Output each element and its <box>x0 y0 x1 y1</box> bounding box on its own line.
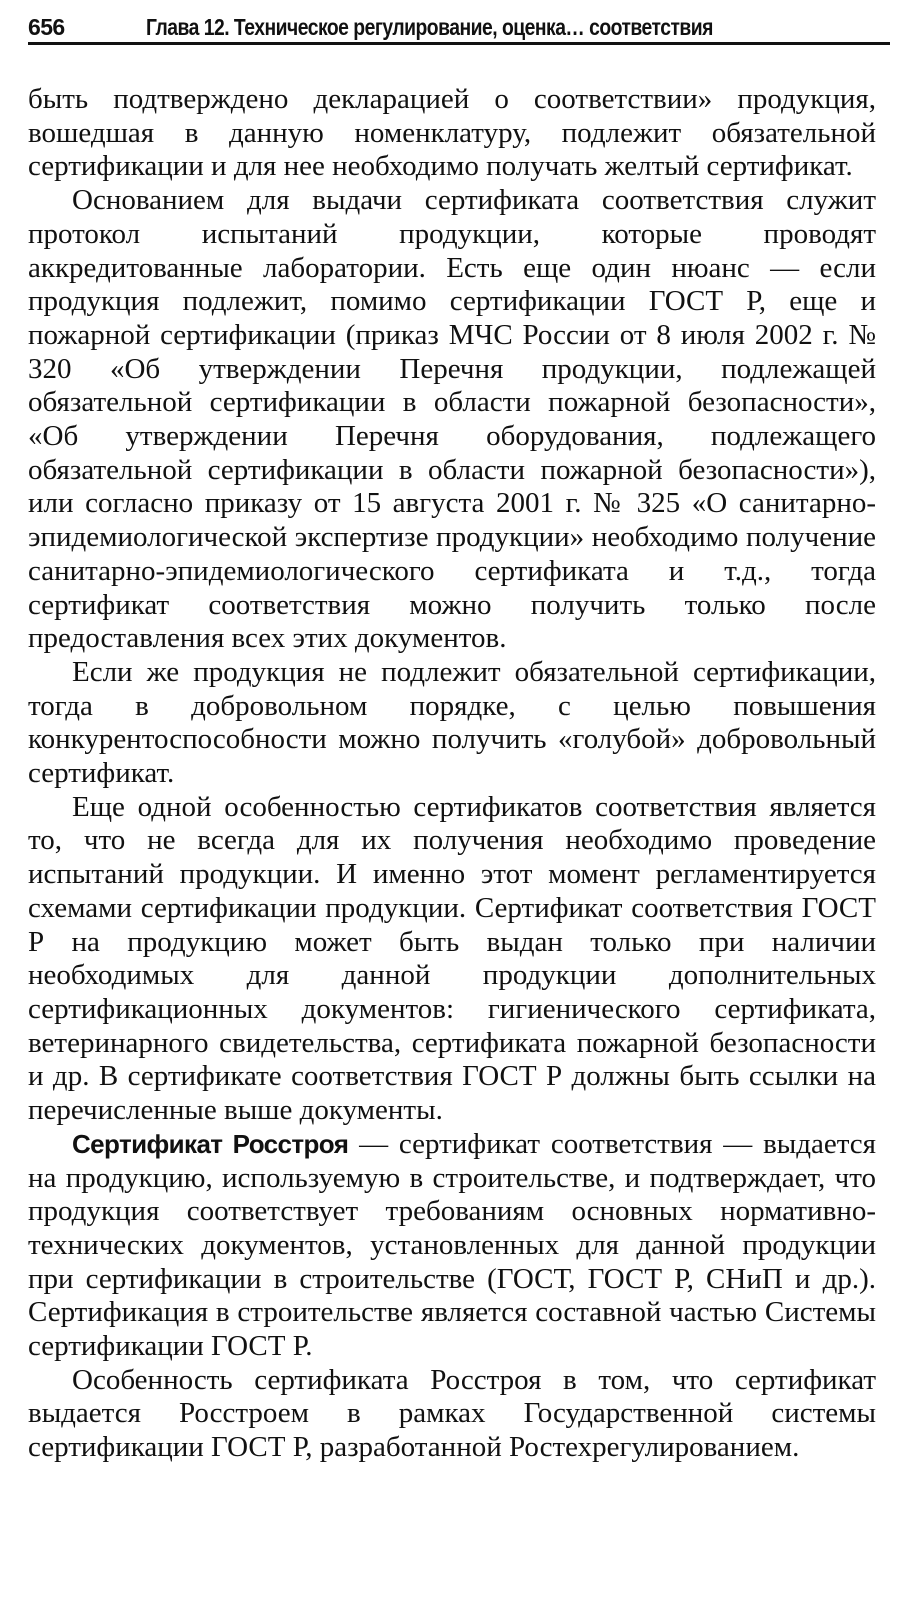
paragraph-continuation: быть подтверждено декларацией о соответствии» продукция, вошедшая в данную номенклатуру, подлежит обязательной сертификации и для нее необходимо получать желтый сертификат. <box>28 83 876 183</box>
term-definition: — сертификат соответствия — выдается на продукцию, используемую в строительстве, и подтверждает, что продукция соответствует требованиям основных нормативно-технических документов, установленных для данной продукции при сертификации в строительстве (ГОСТ, ГОСТ Р, СНиП и др.). Сертификация в строительстве является составной частью Системы сертификации ГОСТ Р. <box>28 1127 876 1363</box>
running-head <box>28 10 890 44</box>
page-number: 656 <box>28 14 65 40</box>
paragraph: Основанием для выдачи сертификата соответствия служит протокол испытаний продукции, которые проводят аккредитованные лаборатории. Есть еще один нюанс — если продукция подлежит, помимо сертификации ГОСТ Р, еще и пожарной сертификации (приказ МЧС России от 8 июля 2002 г. № 320 «Об утверждении Перечня продукции, подлежащей обязательной сертификации в области пожарной безопасности», «Об утверждении Перечня оборудования, подлежащего обязательной сертификации в области пожарной безопасности»), или согласно приказу от 15 августа 2001 г. № 325 «О санитарно-эпидемиологической экспертизе продукции» необходимо получение санитарно-эпидемиологического сертификата и т.д., тогда сертификат соответствия можно получить только после предоставления всех этих документов. <box>28 184 876 655</box>
body-text <box>28 83 876 1465</box>
paragraph: Еще одной особенностью сертификатов соответствия является то, что не всегда для их получения необходимо проведение испытаний продукции. И именно этот момент регламентируется схемами сертификации продукции. Сертификат соответствия ГОСТ Р на продукцию может быть выдан только при наличии необходимых для данной продукции дополнительных сертификационных документов: гигиенического сертификата, ветеринарного свидетельства, сертификата пожарной безопасности и др. В сертификате соответствия ГОСТ Р должны быть ссылки на перечисленные выше документы. <box>28 790 876 1127</box>
paragraph: Особенность сертификата Росстроя в том, что сертификат выдается Росстроем в рамках Государственной системы сертификации ГОСТ Р, разработанной Ростехрегулированием. <box>28 1363 876 1464</box>
paragraph-term-definition <box>28 1128 876 1364</box>
paragraph: Если же продукция не подлежит обязательной сертификации, тогда в добровольном порядке, с целью повышения конкурентоспособности можно получить «голубой» добровольный сертификат. <box>28 655 876 790</box>
header-rule <box>28 42 890 45</box>
defined-term: Сертификат Росстроя <box>72 1128 349 1159</box>
chapter-title: Глава 12. Техническое регулирование, оценка… соответствия <box>146 14 713 40</box>
